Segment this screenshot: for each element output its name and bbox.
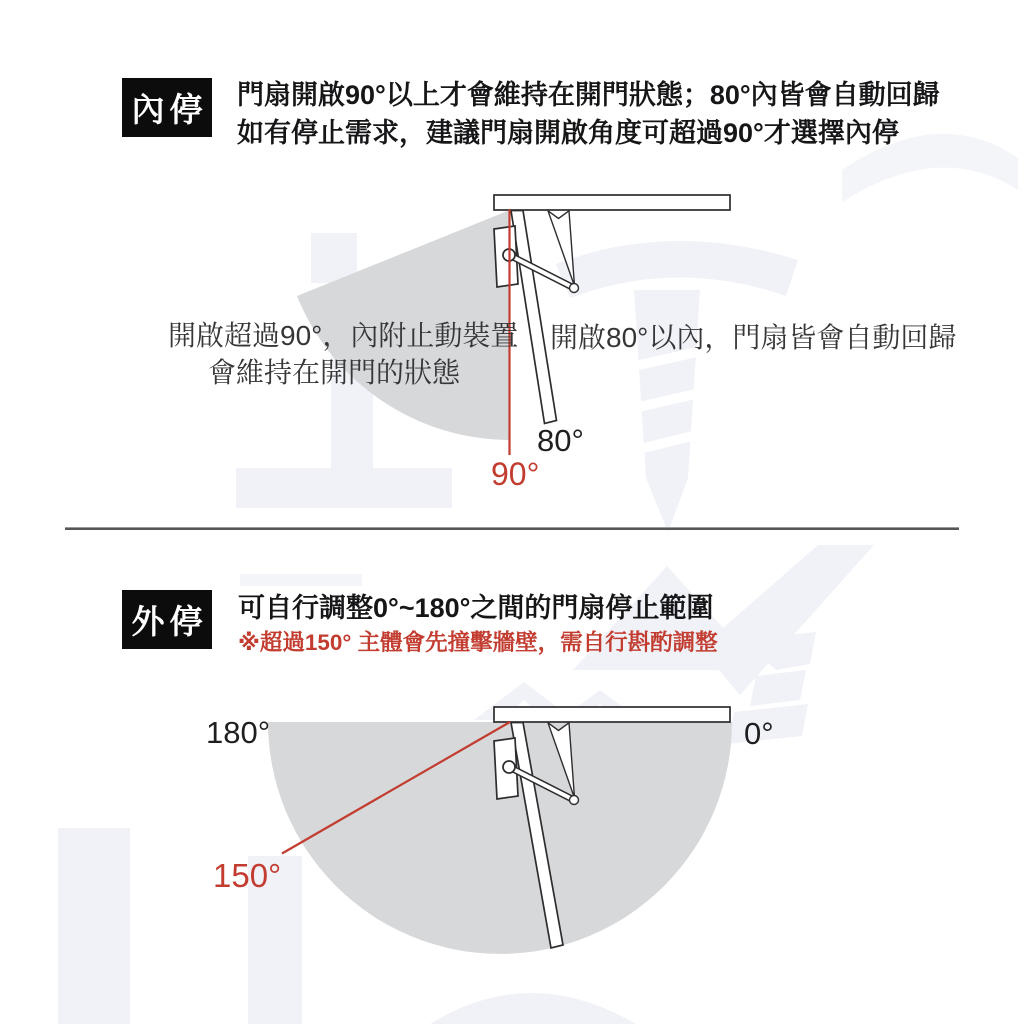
- angle-label-180: 180°: [206, 715, 271, 750]
- angle-label-0: 0°: [744, 716, 774, 751]
- inner-stop-title: [237, 77, 940, 152]
- inner-stop-tag: [122, 78, 212, 137]
- inner-stop-title-line1: 門扇開啟90°以上才會維持在開門狀態；80°內皆會自動回歸: [237, 80, 940, 110]
- outer-stop-tag: [122, 590, 212, 649]
- angle-label-150: 150°: [213, 857, 282, 894]
- outer-stop-warning-note: ※超過150° 主體會先撞擊牆壁，需自行斟酌調整: [238, 630, 718, 655]
- inner-stop-tag-label: 內停: [131, 91, 208, 128]
- angle-label-90: 90°: [491, 456, 540, 492]
- outer-stop-title: 可自行調整0°~180°之間的門扇停止範圍: [238, 593, 714, 623]
- arm-pivot: [570, 796, 579, 805]
- inner-stop-title-line2: 如有停止需求，建議門扇開啟角度可超過90°才選擇內停: [237, 117, 899, 148]
- watermark-screw-head: [556, 241, 798, 298]
- door-leaf: [511, 211, 557, 424]
- door-frame-bar: [494, 195, 730, 210]
- watermark-screw-tip: [646, 478, 688, 532]
- hinge-pivot: [503, 761, 515, 773]
- outer-stop-tag-label: 外停: [131, 603, 208, 640]
- inner-stop-left-caption: 開啟超過90°，內附止動裝置 會維持在開門的狀態: [168, 320, 519, 388]
- section-divider: [65, 528, 959, 530]
- angle-label-80: 80°: [537, 423, 584, 458]
- door-frame-bar: [494, 707, 730, 722]
- arm-pivot: [570, 284, 579, 293]
- inner-stop-right-caption: 開啟80°以內，門扇皆會自動回歸: [550, 322, 957, 353]
